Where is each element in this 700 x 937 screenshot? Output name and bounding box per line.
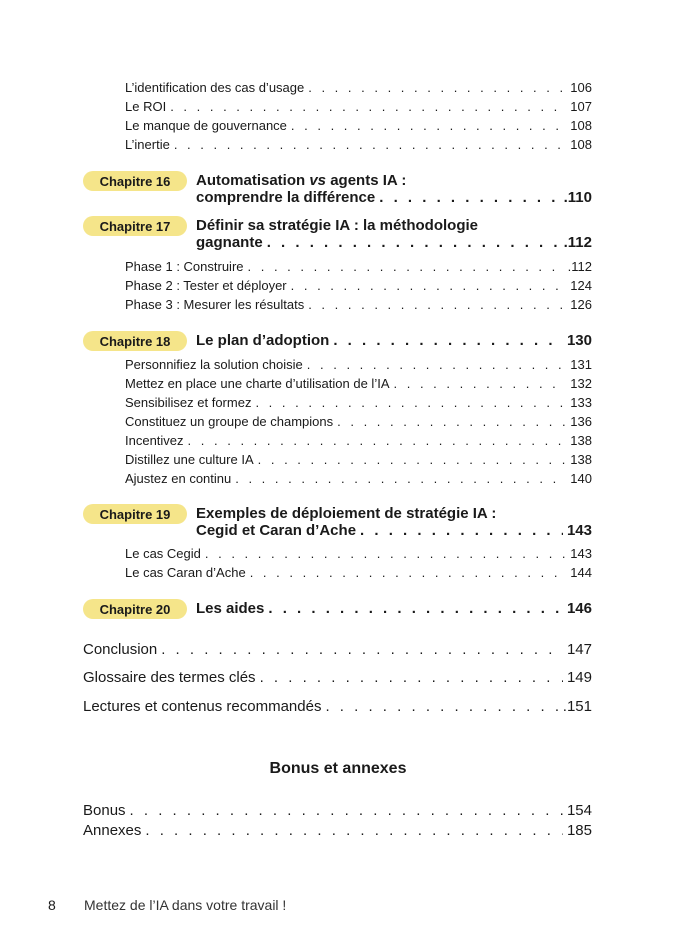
dot-leader: [161, 641, 563, 658]
entry-title: Phase 2 : Tester et déployer: [125, 278, 287, 293]
entry-title: Phase 3 : Mesurer les résultats: [125, 297, 305, 312]
toc-entry[interactable]: [83, 669, 592, 686]
entry-page: 132: [570, 376, 592, 391]
dot-leader: [291, 278, 567, 293]
chapter-title: Le plan d’adoption: [196, 332, 330, 349]
chapter-page: 143: [566, 522, 592, 539]
chapter-badge: Chapitre 17: [83, 216, 187, 236]
toc-entry[interactable]: [125, 137, 592, 152]
toc-entry[interactable]: [125, 259, 592, 274]
entry-title: L’identification des cas d’usage: [125, 80, 305, 95]
entry-page: 131: [570, 357, 592, 372]
entry-title: Le cas Caran d’Ache: [125, 565, 246, 580]
entry-title: Glossaire des termes clés: [83, 669, 256, 686]
dot-leader: [258, 452, 567, 467]
toc-entry[interactable]: [125, 395, 592, 410]
dot-leader: [337, 414, 566, 429]
entry-page: 136: [570, 414, 592, 429]
entry-page: 124: [570, 278, 592, 293]
toc-chapter-entry[interactable]: [196, 234, 592, 251]
toc-entry[interactable]: [125, 80, 592, 95]
entry-page: 147: [566, 641, 592, 658]
toc-entry[interactable]: [83, 641, 592, 658]
toc-entry[interactable]: [83, 802, 592, 819]
dot-leader: [308, 297, 566, 312]
entry-page: 154: [566, 802, 592, 819]
entry-title: Lectures et contenus recommandés: [83, 698, 322, 715]
toc-entry[interactable]: [125, 297, 592, 312]
entry-page: 149: [566, 669, 592, 686]
entry-title: L’inertie: [125, 137, 170, 152]
dot-leader: [379, 189, 559, 206]
entry-page: 108: [570, 137, 592, 152]
entry-page: 143: [570, 546, 592, 561]
toc-entry[interactable]: [125, 433, 592, 448]
chapter-badge: Chapitre 19: [83, 504, 187, 524]
entry-page: 140: [570, 471, 592, 486]
chapter-title: gagnante: [196, 234, 263, 251]
chapter-badge: Chapitre 18: [83, 331, 187, 351]
running-footer-title: Mettez de l’IA dans votre travail !: [84, 897, 287, 913]
entry-title: Annexes: [83, 822, 142, 839]
entry-page: .112: [567, 259, 592, 274]
dot-leader: [267, 234, 560, 251]
dot-leader: [333, 332, 563, 349]
dot-leader: [205, 546, 566, 561]
toc-page: L’identification des cas d’usage . . . 106 Le ROI . . . 107 Le manque de gouvernance . . . 108 L’inertie . . . 108 Chapitre 16 Automatisation vs agents IA : comprendre la différence . . . .110 Chapitre 17 Définir sa stratégie IA : la méthodologie gagnante . . . .112 Phase 1 : Construire . . . .112 Phase 2 : Tester et déployer . . . 124 Phase 3 : Mesurer les résultats . . . 126 Chapitre 18 Le plan d’adoption . . . 130 Personnifiez la solution choisie . . . 131 Mettez en place une charte d’utilisation de l’IA . . . 132 Sensibilisez et formez . . . 133 Constituez un groupe de champions . . . 136 Incentivez . . . 138 Distillez une culture IA . . . 138 Ajustez en continu . . . 140 Chapitre 19 Exemples de déploiement de stratégie IA : Cegid et Caran d’Ache . . . 143 Le cas Cegid . . . 143 Le cas Caran d’Ache . . . 144 Chapitre 20 Les aides . . . 146 Conclusion . . . 147 Glossaire des termes clés . . . 149 Lectures et contenus recommandés . . . .151 Bonus et annexes Bonus . . . 154 Annexes . . . 185 8 Mettez de l’IA dans votre travail !: [0, 0, 700, 937]
entry-title: Personnifiez la solution choisie: [125, 357, 303, 372]
toc-chapter-entry[interactable]: [196, 189, 592, 206]
entry-title: Le cas Cegid: [125, 546, 201, 561]
dot-leader: [130, 802, 563, 819]
dot-leader: [250, 565, 567, 580]
toc-entry[interactable]: [125, 118, 592, 133]
toc-entry[interactable]: [125, 376, 592, 391]
entry-title: Sensibilisez et formez: [125, 395, 252, 410]
dot-leader: [170, 99, 566, 114]
entry-page: 138: [570, 452, 592, 467]
toc-entry[interactable]: [125, 546, 592, 561]
chapter-page: .112: [563, 234, 592, 251]
chapter-badge: Chapitre 20: [83, 599, 187, 619]
toc-entry[interactable]: [125, 414, 592, 429]
entry-title: Phase 1 : Construire: [125, 259, 244, 274]
entry-title: Ajustez en continu: [125, 471, 232, 486]
entry-page: 108: [570, 118, 592, 133]
toc-chapter-entry[interactable]: [196, 522, 592, 539]
toc-entry[interactable]: [83, 822, 592, 839]
dot-leader: [360, 522, 563, 539]
dot-leader: [291, 118, 566, 133]
entry-page: 107: [570, 99, 592, 114]
toc-entry[interactable]: [125, 357, 592, 372]
dot-leader: [255, 395, 566, 410]
entry-title: Incentivez: [125, 433, 184, 448]
section-heading: Bonus et annexes: [269, 760, 407, 777]
chapter-title: comprendre la différence: [196, 189, 376, 206]
chapter-page: 146: [566, 600, 592, 617]
entry-page: 126: [570, 297, 592, 312]
dot-leader: [325, 698, 558, 715]
chapter-title: Cegid et Caran d’Ache: [196, 522, 357, 539]
toc-entry[interactable]: [125, 471, 592, 486]
chapter-page: 130: [566, 332, 592, 349]
entry-title: Le ROI: [125, 99, 167, 114]
entry-page: .151: [562, 698, 592, 715]
toc-entry[interactable]: [83, 698, 592, 715]
dot-leader: [248, 259, 564, 274]
dot-leader: [145, 822, 563, 839]
entry-page: 185: [566, 822, 592, 839]
dot-leader: [307, 357, 567, 372]
chapter-page: .110: [563, 189, 592, 206]
dot-leader: [174, 137, 566, 152]
entry-page: 138: [570, 433, 592, 448]
toc-chapter-entry[interactable]: [196, 600, 592, 617]
toc-entry[interactable]: [125, 565, 592, 580]
toc-entry[interactable]: [125, 99, 592, 114]
dot-leader: [268, 600, 563, 617]
entry-title: Distillez une culture IA: [125, 452, 254, 467]
dot-leader: [394, 376, 567, 391]
entry-title: Le manque de gouvernance: [125, 118, 287, 133]
entry-page: 106: [570, 80, 592, 95]
toc-entry[interactable]: [125, 278, 592, 293]
toc-entry[interactable]: [125, 452, 592, 467]
dot-leader: [235, 471, 566, 486]
dot-leader: [308, 80, 566, 95]
entry-page: 144: [570, 565, 592, 580]
toc-chapter-entry[interactable]: [196, 332, 592, 349]
entry-title: Bonus: [83, 802, 126, 819]
entry-page: 133: [570, 395, 592, 410]
chapter-badge: Chapitre 16: [83, 171, 187, 191]
page-number: 8: [48, 897, 56, 913]
entry-title: Mettez en place une charte d’utilisation de l’IA: [125, 376, 390, 391]
dot-leader: [188, 433, 567, 448]
chapter-title: Les aides: [196, 600, 265, 617]
entry-title: Constituez un groupe de champions: [125, 414, 334, 429]
dot-leader: [260, 669, 563, 686]
entry-title: Conclusion: [83, 641, 158, 658]
